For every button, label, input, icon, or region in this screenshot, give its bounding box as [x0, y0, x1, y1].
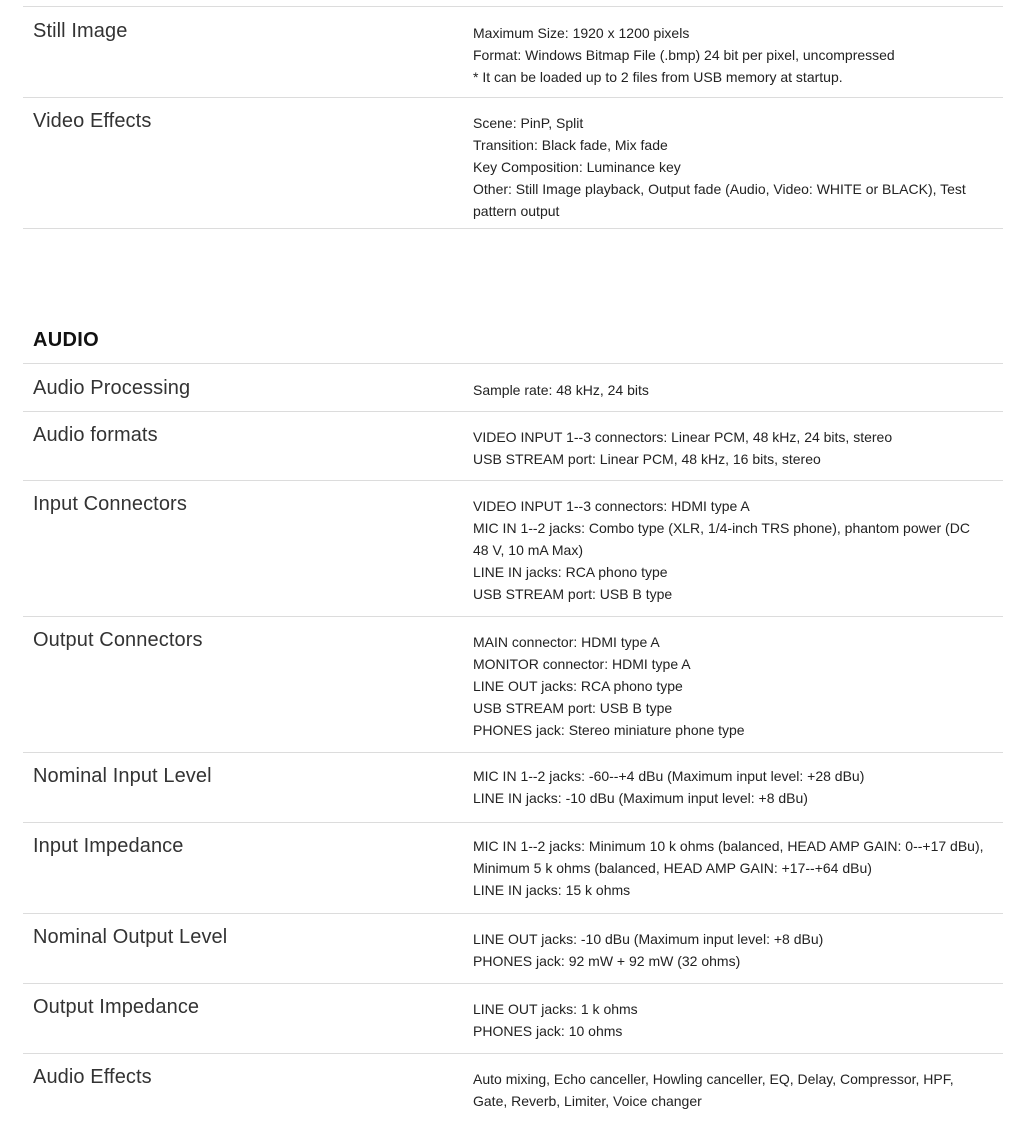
- spec-value-line: * It can be loaded up to 2 files from USB memory at startup.: [473, 69, 843, 85]
- spec-value-line: PHONES jack: Stereo miniature phone type: [473, 722, 745, 738]
- spec-row-output-impedance: [23, 984, 1003, 1054]
- spec-value-line: MIC IN 1--2 jacks: Combo type (XLR, 1/4-inch TRS phone), phantom power (DC: [473, 520, 970, 536]
- spec-value-line: USB STREAM port: Linear PCM, 48 kHz, 16 bits, stereo: [473, 451, 821, 467]
- spec-row-input-impedance: [23, 823, 1003, 914]
- spec-value: [473, 925, 1003, 983]
- spec-value-line: MIC IN 1--2 jacks: -60--+4 dBu (Maximum input level: +28 dBu): [473, 768, 865, 784]
- spec-row-nominal-input-level: [23, 753, 1003, 823]
- spec-value: [473, 628, 1003, 752]
- spec-value: [473, 376, 1003, 411]
- spec-value: [473, 492, 1003, 616]
- spec-label: Nominal Input Level: [33, 765, 212, 787]
- spec-value-line: LINE IN jacks: 15 k ohms: [473, 882, 631, 898]
- spec-value-line: VIDEO INPUT 1--3 connectors: Linear PCM, 48 kHz, 24 bits, stereo: [473, 429, 893, 445]
- spec-row-audio-formats: [23, 412, 1003, 481]
- spec-value-line: MONITOR connector: HDMI type A: [473, 656, 691, 672]
- spec-value: [473, 19, 1003, 97]
- spec-label: Input Impedance: [33, 835, 184, 857]
- spec-value-line: LINE OUT jacks: -10 dBu (Maximum input level: +8 dBu): [473, 931, 824, 947]
- spec-value-line: Auto mixing, Echo canceller, Howling canceller, EQ, Delay, Compressor, HPF,: [473, 1071, 954, 1087]
- audio-spec-table: [23, 363, 1003, 1122]
- spec-row-output-connectors: [23, 617, 1003, 753]
- spec-label: Audio formats: [33, 424, 158, 446]
- spec-label: Output Impedance: [33, 996, 200, 1018]
- spec-value-line: Gate, Reverb, Limiter, Voice changer: [473, 1093, 702, 1109]
- spec-value-line: Other: Still Image playback, Output fade (Audio, Video: WHITE or BLACK), Test: [473, 181, 966, 197]
- spec-row-nominal-output-level: [23, 914, 1003, 984]
- spec-label: Nominal Output Level: [33, 926, 228, 948]
- spec-row-audio-processing: [23, 364, 1003, 412]
- spec-value-line: Maximum Size: 1920 x 1200 pixels: [473, 25, 690, 41]
- spec-label: Audio Processing: [33, 377, 191, 399]
- spec-value-line: LINE OUT jacks: 1 k ohms: [473, 1001, 638, 1017]
- spec-value-line: MIC IN 1--2 jacks: Minimum 10 k ohms (balanced, HEAD AMP GAIN: 0--+17 dBu),: [473, 838, 984, 854]
- spec-value: [473, 1065, 1003, 1122]
- spec-value-line: LINE IN jacks: -10 dBu (Maximum input level: +8 dBu): [473, 790, 808, 806]
- spec-label: Still Image: [33, 20, 128, 42]
- section-heading-audio: AUDIO: [33, 329, 99, 351]
- spec-value-line: USB STREAM port: USB B type: [473, 586, 673, 602]
- spec-value-line: Sample rate: 48 kHz, 24 bits: [473, 382, 649, 398]
- spec-value-line: Format: Windows Bitmap File (.bmp) 24 bit per pixel, uncompressed: [473, 47, 895, 63]
- spec-label: Video Effects: [33, 110, 152, 132]
- spec-value-line: LINE IN jacks: RCA phono type: [473, 564, 668, 580]
- spec-value-line: Minimum 5 k ohms (balanced, HEAD AMP GAIN: +17--+64 dBu): [473, 860, 872, 876]
- spec-value-line: Transition: Black fade, Mix fade: [473, 137, 668, 153]
- spec-value: [473, 995, 1003, 1053]
- video-spec-table: [23, 6, 1003, 229]
- spec-value: [473, 423, 1003, 480]
- spec-value-line: Key Composition: Luminance key: [473, 159, 681, 175]
- spec-value-line: VIDEO INPUT 1--3 connectors: HDMI type A: [473, 498, 750, 514]
- spec-value-line: 48 V, 10 mA Max): [473, 542, 583, 558]
- spec-value: [473, 764, 1003, 822]
- spec-value-line: USB STREAM port: USB B type: [473, 700, 673, 716]
- spec-value-line: PHONES jack: 92 mW + 92 mW (32 ohms): [473, 953, 741, 969]
- spec-value: [473, 109, 1003, 228]
- spec-value-line: PHONES jack: 10 ohms: [473, 1023, 623, 1039]
- spec-row-video-effects: [23, 98, 1003, 229]
- spec-value: [473, 834, 1003, 913]
- spec-row-still-image: [23, 7, 1003, 98]
- spec-label: Input Connectors: [33, 493, 187, 515]
- spec-row-audio-effects: [23, 1054, 1003, 1122]
- spec-value-line: pattern output: [473, 203, 560, 219]
- spec-label: Output Connectors: [33, 629, 203, 651]
- spec-value-line: MAIN connector: HDMI type A: [473, 634, 660, 650]
- spec-row-input-connectors: [23, 481, 1003, 617]
- spec-value-line: LINE OUT jacks: RCA phono type: [473, 678, 683, 694]
- spec-value-line: Scene: PinP, Split: [473, 115, 584, 131]
- spec-label: Audio Effects: [33, 1066, 152, 1088]
